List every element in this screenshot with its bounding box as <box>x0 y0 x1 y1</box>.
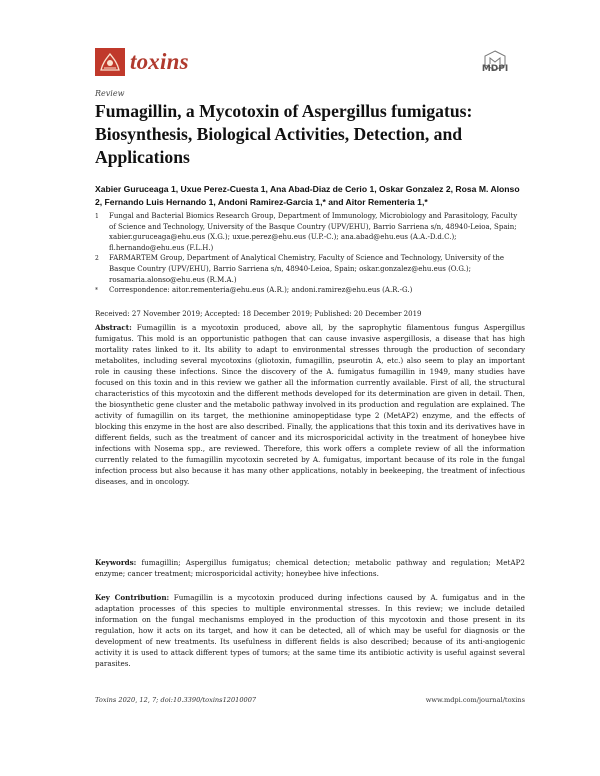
key-contribution-text: Fumagillin is a mycotoxin produced during infections caused by A. fumigatus and in the adaptation processes of this species to multiple environmental stresses. In this review; we include detailed information on the fungal mechanisms employed in the production of this mycotoxin and those present in its regulation, how it acts on its target, and how it can be detected, all of which may be useful for diagnosis or the development of new treatments. Its usefulness in different fields is also described; because of its anti-angiogenic activity it is used to attack different types of tumors; at the same time its antibiotic activity is useful against several parasites. <box>95 593 525 668</box>
affiliations <box>95 211 525 297</box>
affiliation-2: 2 FARMARTEM Group, Department of Analytical Chemistry, Faculty of Science and Technology, University of the Basque Country (UPV/EHU), Barrio Sarriena s/n, 48940-Leioa, Spain; oskar.gonzalez@ehu.eus (O.G.); rosamaria.alonso@ehu.eus (R.M.A.) <box>95 254 505 284</box>
article-type: Review <box>95 89 125 98</box>
affiliation-1: 1 Fungal and Bacterial Biomics Research Group, Department of Immunology, Microbiology and Parasitology, Faculty of Science and Technology, University of the Basque Country (UPV/EHU), Barrio Sarriena s/n, 48940-Leioa, Spain; xabier.guruceaga@ehu.eus (X.G.); uxue.perez@ehu.eus (U.P.-C.); ana.abad@ehu.eus (A.A.-D.d.C.); fl.hernando@ehu.eus (F.L.H.) <box>95 212 518 252</box>
abstract-label: Abstract: <box>95 323 132 332</box>
key-contribution-label: Key Contribution: <box>95 593 170 602</box>
journal-logo-icon <box>95 48 125 76</box>
page-footer <box>95 696 525 704</box>
key-contribution <box>95 592 525 669</box>
journal-url[interactable]: www.mdpi.com/journal/toxins <box>425 696 525 704</box>
publisher-logo <box>470 50 520 78</box>
keywords <box>95 557 525 579</box>
paper-title: Fumagillin, a Mycotoxin of Aspergillus fumigatus: Biosynthesis, Biological Activities, Detection, and Applications <box>95 101 473 167</box>
citation: Toxins 2020, 12, 7; doi:10.3390/toxins12010007 <box>95 696 257 704</box>
keywords-text: fumagillin; Aspergillus fumigatus; chemical detection; metabolic pathway and regulation; MetAP2 enzyme; cancer treatment; microsporicidal activity; honeybee hive infections. <box>95 558 525 578</box>
abstract-text: Fumagillin is a mycotoxin produced, above all, by the saprophytic filamentous fungus Aspergillus fumigatus. This mold is an opportunistic pathogen that can cause invasive aspergillosis, a disease that has high mortality rates linked to it. Its ability to adapt to environmental stresses through the production of secondary metabolites, including several mycotoxins (gliotoxin, fumagillin, pseurotin A, etc.) also seem to play an important role in causing these infections. Since the discovery of the A. fumigatus fumagillin in 1949, many studies have focused on this toxin and in this review we gather all the information currently available. First of all, the structural characteristics of this mycotoxin and the different methods developed for its determination are given in detail. Then, the biosynthetic gene cluster and the metabolic pathway involved in its production and regulation are explained. The activity of fumagillin on its target, the methionine aminopeptidase type 2 (MetAP2) enzyme, and the effects of blocking this enzyme in the host are also described. Finally, the applications that this toxin and its derivatives have in different fields, such as the treatment of cancer and its microsporicidal activity in the treatment of honeybee hive infections with Nosema spp., are reviewed. Therefore, this work offers a complete review of all the information currently related to the fumagillin mycotoxin secreted by A. fumigatus, important because of its role in the fungal infection process but also because it has many other applications, notably in beekeeping, the treatment of infectious diseases, and in oncology. <box>95 323 525 486</box>
keywords-label: Keywords: <box>95 558 137 567</box>
author-list: Xabier Guruceaga 1, Uxue Perez-Cuesta 1, Ana Abad-Diaz de Cerio 1, Oskar Gonzalez 2, Rosa M. Alonso 2, Fernando Luis Hernando 1, Andoni Ramirez-Garcia 1,* and Aitor Rementeria 1,* <box>95 184 520 207</box>
abstract <box>95 322 525 487</box>
correspondence: * Correspondence: aitor.rementeria@ehu.eus (A.R.); andoni.ramirez@ehu.eus (A.R.-G.) <box>95 286 413 295</box>
publisher-name: MDPI <box>481 64 509 74</box>
publication-dates: Received: 27 November 2019; Accepted: 18 December 2019; Published: 20 December 2019 <box>95 310 422 318</box>
journal-name: toxins <box>130 49 189 74</box>
